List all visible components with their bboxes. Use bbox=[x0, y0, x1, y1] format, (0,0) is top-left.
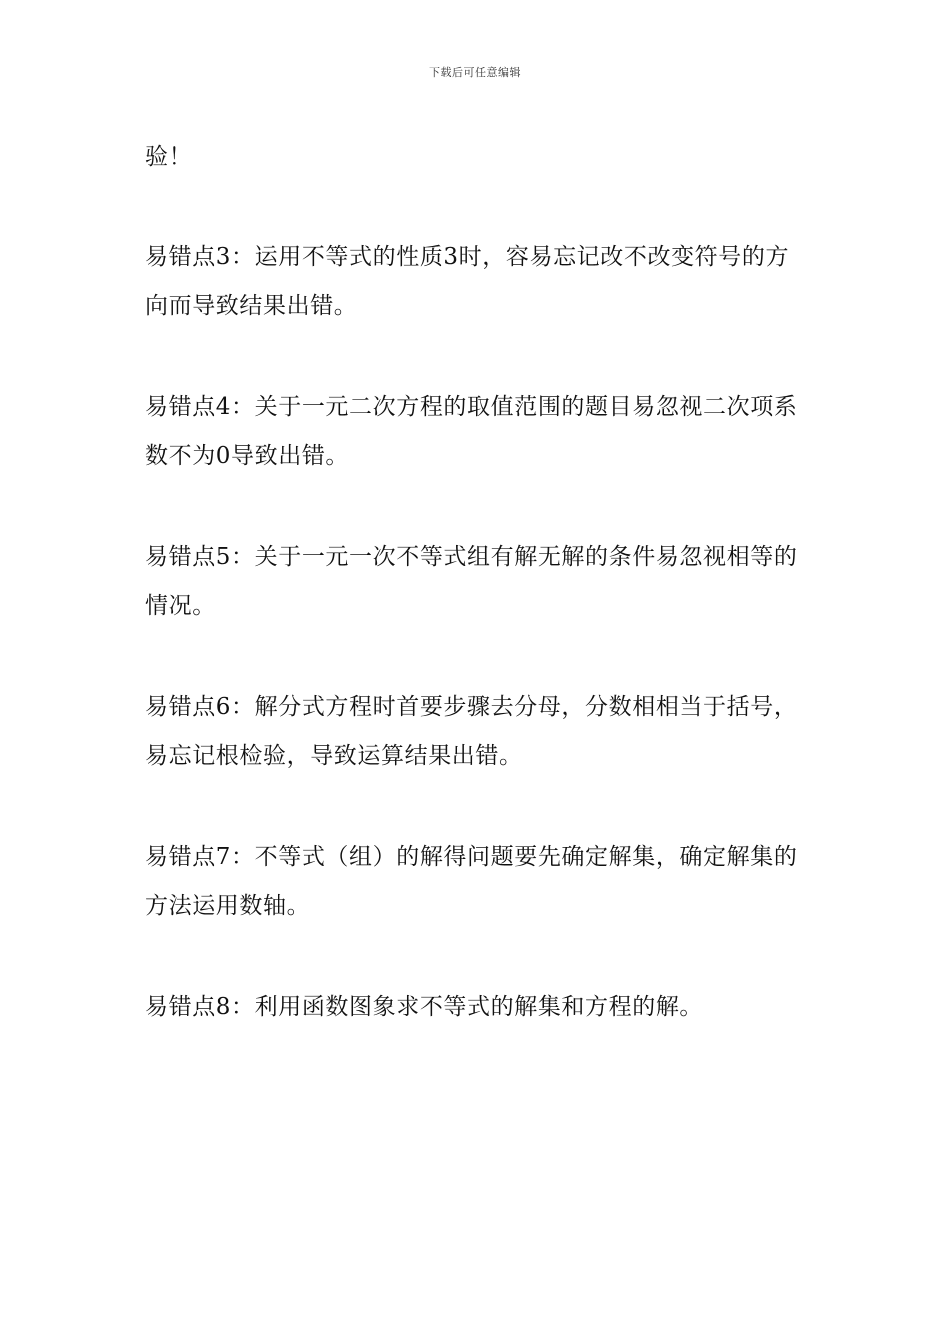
document-body bbox=[145, 133, 810, 1083]
paragraph-error-point-8: 易错点8：利用函数图象求不等式的解集和方程的解。 bbox=[145, 993, 704, 1020]
paragraph-continuation: 验！ bbox=[145, 144, 193, 170]
paragraph-error-point-5: 易错点5：关于一元一次不等式组有解无解的条件易忽视相等的情况。 bbox=[145, 543, 798, 619]
paragraph-error-point-6: 易错点6：解分式方程时首要步骤去分母，分数相相当于括号，易忘记根检验，导致运算结果出错。 bbox=[145, 693, 798, 769]
paragraph-error-point-3: 易错点3：运用不等式的性质3时，容易忘记改不改变符号的方向而导致结果出错。 bbox=[145, 243, 790, 319]
paragraph-error-point-4: 易错点4：关于一元二次方程的取值范围的题目易忽视二次项系数不为0导致出错。 bbox=[145, 393, 798, 469]
page-header: 下载后可任意编辑 bbox=[429, 66, 521, 79]
paragraph-error-point-7: 易错点7：不等式（组）的解得问题要先确定解集，确定解集的方法运用数轴。 bbox=[145, 843, 798, 919]
